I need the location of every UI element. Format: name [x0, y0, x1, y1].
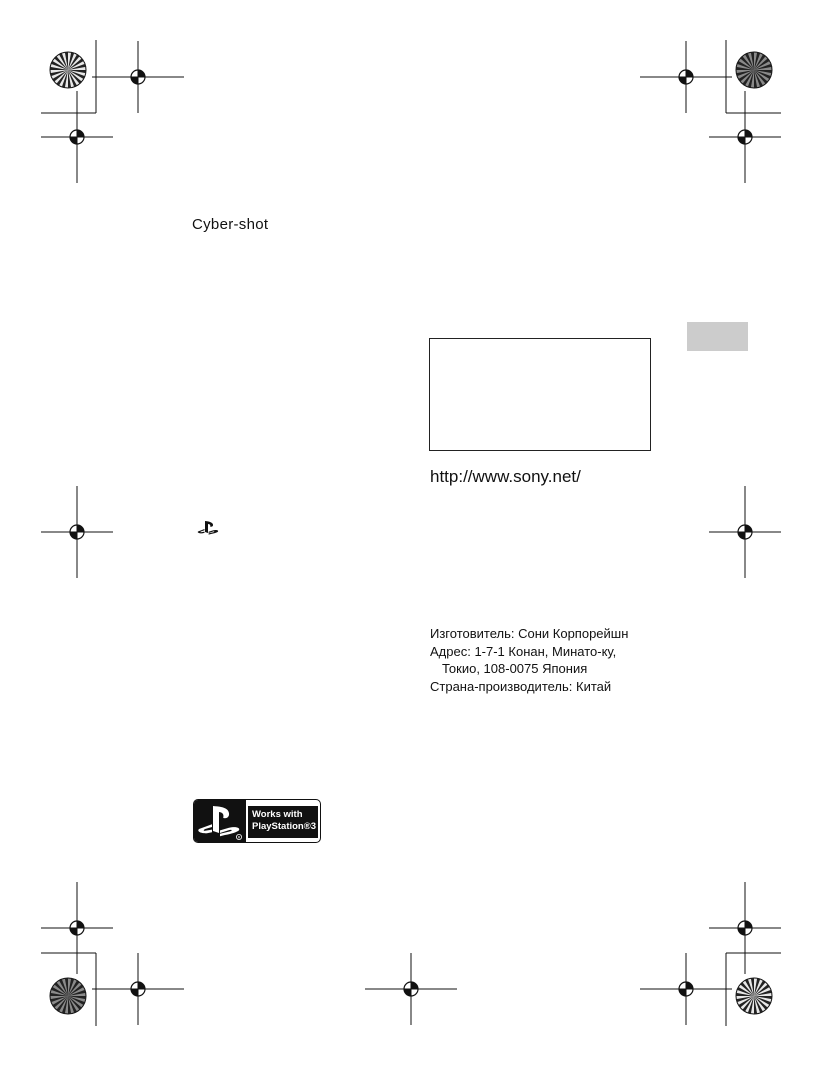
cyber-shot-logo: Cyber-shot	[192, 216, 269, 233]
crosshair-target-icon	[92, 41, 184, 113]
playstation-logo-icon	[194, 800, 246, 841]
crosshair-target-icon	[640, 41, 732, 113]
registration-starburst-icon	[50, 52, 86, 88]
ps3-badge-text	[248, 806, 318, 838]
grey-tab-marker	[687, 322, 748, 351]
crosshair-target-icon	[640, 953, 732, 1025]
crosshair-target-icon	[709, 486, 781, 578]
crosshair-target-icon	[709, 882, 781, 974]
registration-starburst-icon	[736, 52, 772, 88]
crosshair-target-icon	[41, 486, 113, 578]
address-line: Адрес: 1-7-1 Конан, Минато-ку,	[430, 643, 617, 659]
crosshair-target-icon	[709, 91, 781, 183]
manufacturer-info	[430, 625, 628, 695]
website-url[interactable]: http://www.sony.net/	[430, 467, 581, 486]
svg-text:R: R	[237, 835, 241, 840]
crosshair-target-icon	[41, 91, 113, 183]
ps3-badge-line1: Works with	[252, 809, 303, 820]
crosshair-target-icon	[41, 882, 113, 974]
country-of-origin-line: Страна-производитель: Китай	[430, 678, 612, 694]
crosshair-target-icon	[92, 953, 184, 1025]
works-with-ps3-badge	[193, 799, 321, 843]
ps3-badge-line2: PlayStation®3	[252, 821, 317, 832]
blank-label-box	[429, 338, 651, 451]
address-city-line: Токио, 108-0075 Япония	[442, 661, 588, 676]
registration-starburst-icon	[50, 978, 86, 1014]
crosshair-target-icon	[365, 953, 457, 1025]
ps3-badge-logo-panel	[194, 800, 246, 842]
registration-starburst-icon	[736, 978, 772, 1014]
playstation-logo-icon	[197, 520, 219, 536]
manufacturer-line: Изготовитель: Сони Корпорейшн	[430, 626, 629, 641]
